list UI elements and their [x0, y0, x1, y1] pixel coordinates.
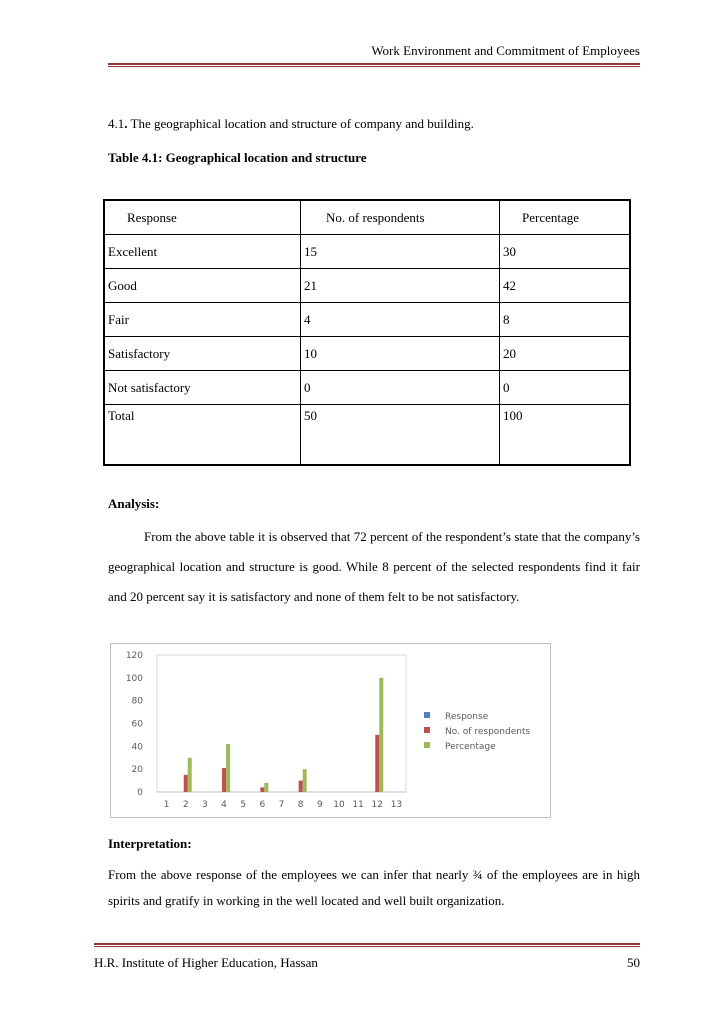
table-cell: 100 — [500, 405, 631, 466]
bar — [188, 758, 192, 792]
table-cell: 42 — [500, 269, 631, 303]
table-cell: Total — [104, 405, 301, 466]
table-cell: 15 — [301, 235, 500, 269]
x-tick-label: 11 — [352, 800, 364, 810]
table-header-row — [104, 200, 630, 235]
x-tick-label: 1 — [163, 800, 170, 810]
bar — [226, 744, 230, 792]
table-cell: Excellent — [104, 235, 301, 269]
responses-table — [103, 199, 631, 466]
x-tick-label: 7 — [278, 800, 285, 810]
table-row — [104, 337, 630, 371]
bar — [375, 735, 379, 792]
bar — [379, 678, 383, 792]
analysis-heading: Analysis: — [108, 496, 160, 511]
bar — [222, 768, 226, 792]
y-tick-label: 100 — [125, 673, 143, 684]
column-header-respondents: No. of respondents — [301, 200, 500, 235]
table-cell: Fair — [104, 303, 301, 337]
section-number: 4.1 — [108, 116, 125, 131]
table-cell: 8 — [500, 303, 631, 337]
footer-institution: H.R. Institute of Higher Education, Hassan — [94, 955, 318, 970]
interpretation-paragraph: From the above response of the employees we can infer that nearly ¾ of the employees are in high spirits and gratify in working in the well located and well built organization. — [108, 867, 640, 908]
column-header-response: Response — [104, 200, 301, 235]
bar-chart — [110, 643, 551, 818]
legend-swatch — [424, 712, 430, 718]
x-tick-label: 4 — [221, 800, 227, 810]
x-tick-label: 2 — [182, 800, 189, 810]
legend-label: Response — [445, 712, 489, 722]
bar — [184, 775, 188, 792]
x-tick-label: 10 — [333, 800, 345, 810]
table-total-row — [104, 405, 630, 466]
footer-rule-thin — [94, 946, 640, 947]
plot-area — [157, 655, 406, 792]
running-header-title: Work Environment and Commitment of Employees — [371, 43, 640, 58]
table-cell: 10 — [301, 337, 500, 371]
analysis-text: From the above table it is observed that 72 percent of the respondent’s state that the company’s geographical location and structure is good. While 8 percent of the selected respondents find it fair and 20 percent say it is satisfactory and none of them felt to be not satisfactory. — [108, 529, 640, 604]
x-tick-label: 12 — [371, 800, 383, 810]
bar — [260, 787, 264, 792]
x-tick-label: 13 — [390, 800, 403, 810]
section-title: The geographical location and structure of company and building. — [127, 116, 474, 131]
bar — [299, 781, 303, 792]
table-cell: 20 — [500, 337, 631, 371]
y-tick-label: 0 — [137, 788, 143, 798]
footer-rule-thick — [94, 943, 640, 945]
legend-swatch — [424, 742, 430, 748]
table-row — [104, 235, 630, 269]
legend-label: No. of respondents — [445, 727, 531, 737]
y-tick-label: 40 — [131, 742, 143, 753]
bar — [303, 769, 307, 792]
legend-swatch — [424, 727, 430, 733]
table-cell: Good — [104, 269, 301, 303]
bar-chart-svg — [111, 644, 552, 819]
table-cell: 0 — [500, 371, 631, 405]
header-rule-thick — [108, 63, 640, 65]
table-cell: 21 — [301, 269, 500, 303]
column-header-percentage: Percentage — [500, 200, 631, 235]
x-tick-label: 5 — [240, 800, 247, 810]
table-caption: Table 4.1: Geographical location and structure — [108, 150, 367, 165]
bar — [264, 783, 268, 792]
x-tick-label: 6 — [259, 800, 266, 810]
interpretation-heading: Interpretation: — [108, 836, 192, 851]
section-dot: . — [124, 116, 128, 131]
analysis-paragraph — [108, 522, 640, 612]
table-cell: Not satisfactory — [104, 371, 301, 405]
header-rule-thin — [108, 66, 640, 67]
table-cell: 0 — [301, 371, 500, 405]
section-heading — [108, 116, 474, 132]
x-tick-label: 9 — [316, 800, 323, 810]
table-cell: 4 — [301, 303, 500, 337]
table-row — [104, 269, 630, 303]
y-tick-label: 80 — [131, 696, 143, 707]
y-tick-label: 60 — [131, 719, 143, 730]
table-cell: 50 — [301, 405, 500, 466]
legend-label: Percentage — [445, 742, 496, 752]
page-number: 50 — [627, 955, 640, 970]
table-row — [104, 303, 630, 337]
table-cell: 30 — [500, 235, 631, 269]
table-cell: Satisfactory — [104, 337, 301, 371]
table-row — [104, 371, 630, 405]
x-tick-label: 3 — [202, 800, 208, 810]
y-tick-label: 120 — [125, 651, 143, 661]
y-tick-label: 20 — [131, 765, 143, 776]
x-tick-label: 8 — [297, 800, 304, 810]
